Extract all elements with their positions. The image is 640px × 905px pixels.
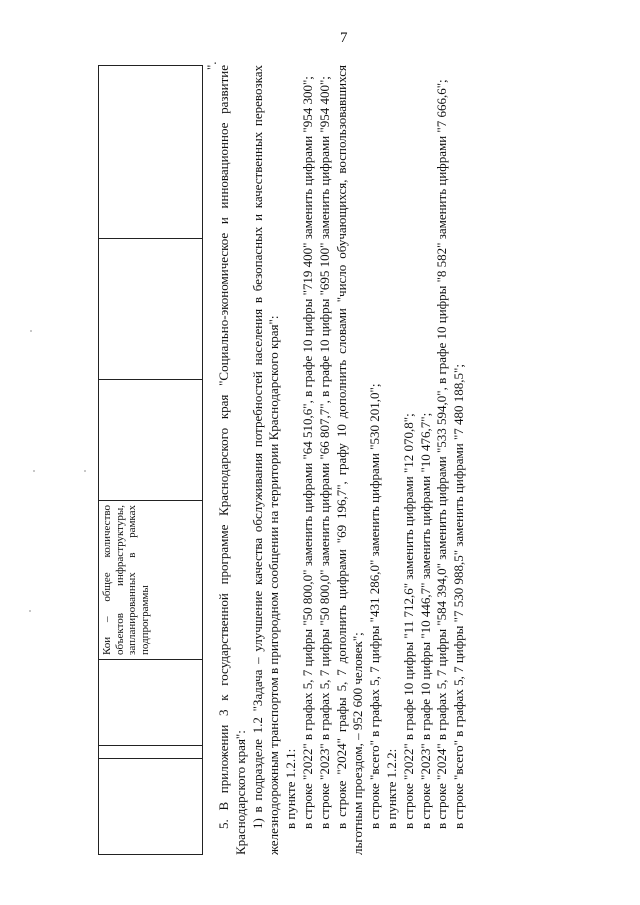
amendment-paragraph-r2024a: в строке "2024" графы 5, 7 дополнить цифрами "69 196,7", графу 10 дополнить словами "число обучающихся, воспользовавшихся льготным проездом, – 952 600 человек"; <box>333 65 366 855</box>
rotated-landscape-content <box>98 61 558 855</box>
table-cell <box>99 746 203 759</box>
amendment-paragraph-rtotal1: в строке "всего" в графах 5, 7 цифры "431 286,0" заменить цифрами "530 201,0"; <box>367 383 383 829</box>
table-cell <box>99 759 203 855</box>
amendments-text <box>216 65 468 855</box>
amendment-paragraph-p122: в пункте 1.2.2: <box>383 748 399 829</box>
amendment-paragraph-p121: в пункте 1.2.1: <box>283 748 299 829</box>
scan-speck <box>29 610 31 612</box>
table-cell <box>99 66 203 239</box>
amendment-paragraph-r2024b: в строке "2024" в графах 5, 7 цифры "584 394,0" заменить цифрами "533 594,0", в графе 10 цифры "8 582" заменить цифрами "7 666,6"; <box>434 79 450 829</box>
amendment-paragraph-p5: 5. В приложении 3 к государственной программе Краснодарского края "Социально-экономическое и инновационное развитие Краснодарского края": <box>216 65 248 855</box>
program-table-fragment <box>98 65 203 855</box>
table-cell <box>99 380 203 501</box>
amendment-paragraph-r2023a: в строке "2023" в графах 5, 7 цифры "50 800,0" заменить цифрами "66 807,7", в графе 10 цифры "695 100" заменить цифрами "954 400"; <box>316 76 332 829</box>
amendment-paragraph-r2023b: в строке "2023" в графе 10 цифры "10 446,7" заменить цифрами "10 476,7"; <box>417 412 433 829</box>
amendment-paragraph-r2022b: в строке "2022" в графе 10 цифры "11 712,6" заменить цифрами "12 070,8"; <box>400 413 416 829</box>
amendment-paragraph-r2022a: в строке "2022" в графах 5, 7 цифры "50 800,0" заменить цифрами "64 510,6", в графе 10 цифры "719 400" заменить цифрами "954 300"; <box>299 76 315 829</box>
scan-speck <box>84 470 86 472</box>
amendment-paragraph-p1: 1) в подразделе 1.2 "Задача – улучшение качества обслуживания потребностей населения в безопасных и качественных перевозках железнодорожным транспортом в пригородном сообщении на территории Краснодарского края": <box>249 65 282 855</box>
scan-speck <box>30 330 32 332</box>
scan-speck <box>33 470 35 472</box>
table-cell <box>99 660 203 746</box>
amendment-paragraph-rtotal2: в строке "всего" в графах 5, 7 цифры "7 530 988,5" заменить цифрами "7 480 188,5"; <box>451 364 467 829</box>
formula-description-cell: Кои – общее количество объектов инфраструктуры, запланированных в рамках подпрограммы <box>99 501 203 660</box>
closing-quote: ". <box>204 61 219 70</box>
table-cell <box>99 239 203 380</box>
page-number: 7 <box>340 30 348 46</box>
